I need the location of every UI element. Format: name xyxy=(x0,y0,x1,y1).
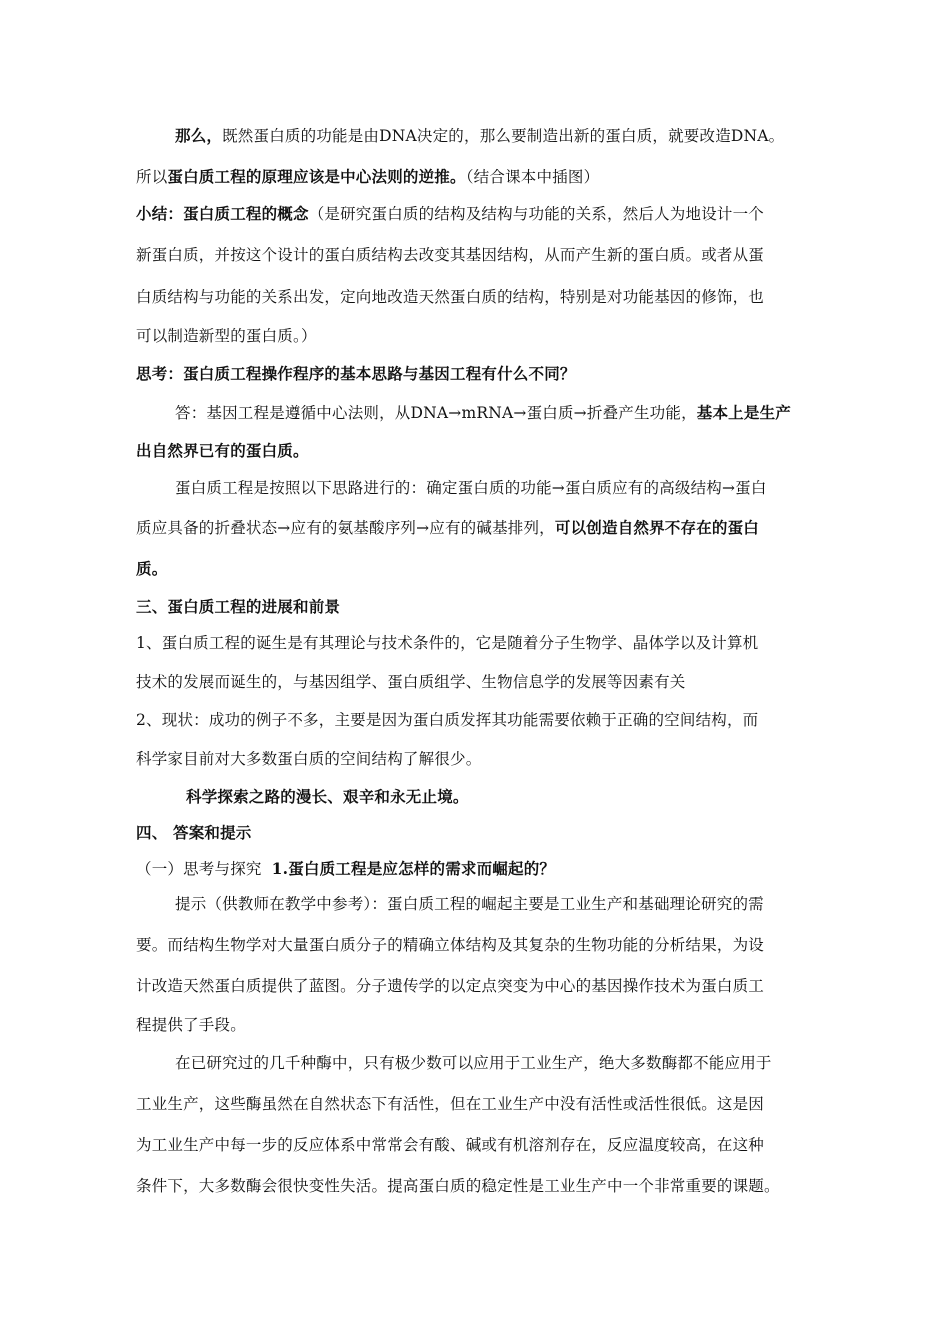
summary-line2: 新蛋白质，并按这个设计的蛋白质结构去改变其基因结构，从而产生新的蛋白质。或者从蛋 xyxy=(136,246,765,264)
enzyme-line1: 在已研究过的几千种酶中，只有极少数可以应用于工业生产，绝大多数酶都不能应用于 xyxy=(175,1054,772,1072)
summary-line1 xyxy=(136,204,764,224)
section3-item2-line1: 2、现状：成功的例子不多，主要是因为蛋白质发挥其功能需要依赖于正确的空间结构，而 xyxy=(136,711,759,729)
answer1-line2: 出自然界已有的蛋白质。 xyxy=(136,441,309,460)
hint-line2: 要。而结构生物学对大量蛋白质分子的精确立体结构及其复杂的生物功能的分析结果，为设 xyxy=(136,936,765,954)
summary-line3: 白质结构与功能的关系出发，定向地改造天然蛋白质的结构，特别是对功能基因的修饰，也 xyxy=(136,288,765,306)
para1-text: 既然蛋白质的功能是由DNA决定的，那么要制造出新的蛋白质，就要改造DNA。 xyxy=(222,127,785,145)
answer2-line3: 质。 xyxy=(136,559,168,578)
section3-item2-line2: 科学家目前对大多数蛋白质的空间结构了解很少。 xyxy=(136,750,482,768)
para1-lead: 那么， xyxy=(175,126,223,145)
answer2-text: 质应具备的折叠状态→应有的氨基酸序列→应有的碱基排列， xyxy=(136,519,555,537)
section3-item1-line1: 1、蛋白质工程的诞生是有其理论与技术条件的，它是随着分子生物学、晶体学以及计算机 xyxy=(136,634,759,652)
enzyme-line2: 工业生产，这些酶虽然在自然状态下有活性，但在工业生产中没有活性或活性很低。这是因 xyxy=(136,1095,765,1113)
section4-sub-label: （一）思考与探究 xyxy=(136,860,262,878)
section4-sub-question: 1.蛋白质工程是应怎样的需求而崛起的？ xyxy=(271,859,556,878)
section4-subheading xyxy=(136,859,555,879)
answer1-line1 xyxy=(175,403,791,423)
answer2-line2 xyxy=(136,518,759,538)
hint-line4: 程提供了手段。 xyxy=(136,1016,246,1034)
summary-text: （是研究蛋白质的结构及结构与功能的关系，然后人为地设计一个 xyxy=(308,205,765,223)
answer1-emphasis: 基本上是生产 xyxy=(696,403,791,422)
answer1-text: 答：基因工程是遵循中心法则，从DNA→mRNA→蛋白质→折叠产生功能， xyxy=(175,404,697,422)
hint-line1: 提示（供教师在教学中参考）：蛋白质工程的崛起主要是工业生产和基础理论研究的需 xyxy=(175,895,764,913)
figure-reference: （结合课本中插图） xyxy=(465,168,600,186)
para1-line1 xyxy=(175,126,784,146)
para1-prefix: 所以 xyxy=(136,168,168,186)
summary-line4: 可以制造新型的蛋白质。） xyxy=(136,327,317,345)
think-question: 思考：蛋白质工程操作程序的基本思路与基因工程有什么不同？ xyxy=(136,364,576,383)
summary-label: 小结：蛋白质工程的概念 xyxy=(136,204,309,223)
enzyme-line3: 为工业生产中每一步的反应体系中常常会有酸、碱或有机溶剂存在，反应温度较高，在这种 xyxy=(136,1136,765,1154)
answer2-emphasis: 可以创造自然界不存在的蛋白 xyxy=(554,518,759,537)
section4-heading: 四、 答案和提示 xyxy=(136,823,252,842)
section3-item1-line2: 技术的发展而诞生的，与基因组学、蛋白质组学、生物信息学的发展等因素有关 xyxy=(136,673,686,691)
answer2-line1: 蛋白质工程是按照以下思路进行的：确定蛋白质的功能→蛋白质应有的高级结构→蛋白 xyxy=(175,479,767,497)
hint-line3: 计改造天然蛋白质提供了蓝图。分子遗传学的以定点突变为中心的基因操作技术为蛋白质工 xyxy=(136,977,765,995)
principle-statement: 蛋白质工程的原理应该是中心法则的逆推。 xyxy=(167,167,466,186)
para1-line2 xyxy=(136,167,599,187)
enzyme-line4: 条件下，大多数酶会很快变性失活。提高蛋白质的稳定性是工业生产中一个非常重要的课题。 xyxy=(136,1177,780,1195)
section3-conclusion: 科学探索之路的漫长、艰辛和永无止境。 xyxy=(186,787,469,806)
section3-heading: 三、蛋白质工程的进展和前景 xyxy=(136,597,341,616)
